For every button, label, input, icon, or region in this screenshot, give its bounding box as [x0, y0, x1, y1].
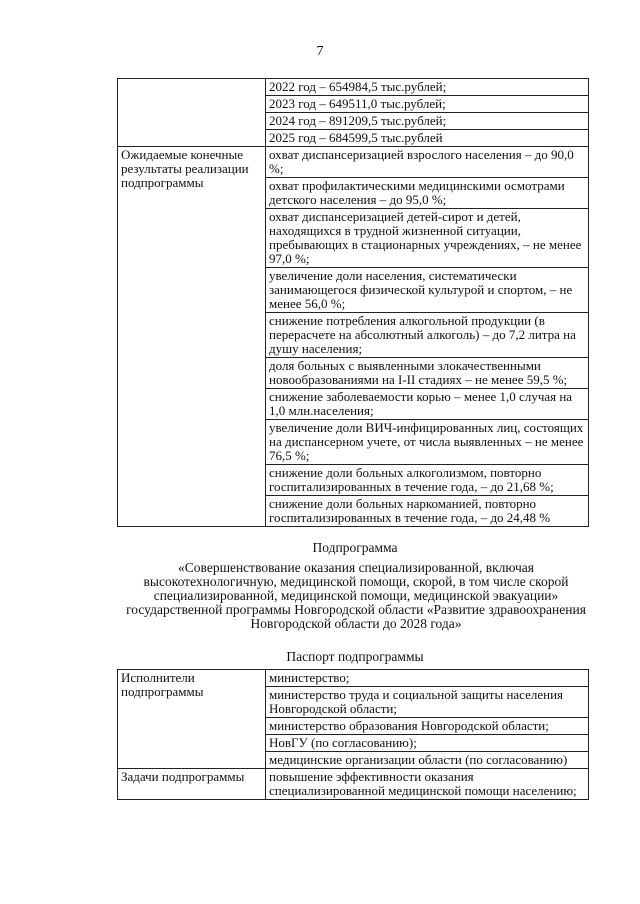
funding-line: 2024 год – 891209,5 тыс.рублей; [266, 113, 588, 130]
result-item: увеличение доли ВИЧ-инфицированных лиц, состоящих на диспансерном учете, от числа выявленных – не менее 76,5 %; [266, 420, 588, 465]
page-number: 7 [316, 44, 324, 59]
result-item: доля больных с выявленными злокачественными новообразованиями на I-II стадиях – не менее 59,5 %; [266, 358, 588, 389]
funding-cell [266, 79, 589, 147]
results-cell [266, 147, 589, 527]
executors-cell [266, 670, 589, 769]
result-item: увеличение доли населения, систематически занимающегося физической культурой и спортом, – не менее 56,0 %; [266, 268, 588, 313]
tasks-label: Задачи подпрограммы [118, 769, 266, 800]
task-item: повышение эффективности оказания специализированной медицинской помощи населению; [269, 769, 577, 798]
executor-item: министерство образования Новгородской области; [266, 718, 588, 735]
result-item: снижение заболеваемости корью – менее 1,0 случая на 1,0 млн.населения; [266, 389, 588, 420]
executor-item: министерство труда и социальной защиты населения Новгородской области; [266, 687, 588, 718]
funding-line: 2023 год – 649511,0 тыс.рублей; [266, 96, 588, 113]
result-item: снижение доли больных алкоголизмом, повторно госпитализированных в течение года, – до 21,68 %; [266, 465, 588, 496]
results-label: Ожидаемые конечные результаты реализации подпрограммы [118, 147, 266, 527]
executor-item: медицинские организации области (по согласованию) [269, 752, 568, 767]
subprogram-heading: Подпрограмма [312, 540, 398, 555]
table-row [118, 79, 589, 147]
executor-item: НовГУ (по согласованию); [266, 735, 588, 752]
subprogram-title: «Совершенствование оказания специализированной, включая высокотехнологичную, медицинской помощи, скорой, в том числе скорой специализированной, медицинской помощи, медицинской эвакуации» государственной программы Новгородской области «Развитие здравоохранения Новгородской области до 2028 года» [126, 560, 586, 631]
table-row [118, 769, 589, 800]
passport-table-continued [117, 78, 589, 527]
table-row [118, 670, 589, 769]
table-row [118, 147, 589, 527]
executors-label: Исполнители подпрограммы [118, 670, 266, 769]
executor-item: министерство; [266, 670, 588, 687]
table-cell-empty [118, 79, 266, 147]
funding-line: 2022 год – 654984,5 тыс.рублей; [266, 79, 588, 96]
result-item: снижение потребления алкогольной продукции (в перерасчете на абсолютный алкоголь) – до 7,2 литра на душу населения; [266, 313, 588, 358]
result-item: снижение доли больных наркоманией, повторно госпитализированных в течение года, – до 24,48 % [269, 496, 551, 525]
result-item: охват профилактическими медицинскими осмотрами детского населения – до 95,0 %; [266, 178, 588, 209]
passport-table [117, 669, 589, 800]
funding-line: 2025 год – 684599,5 тыс.рублей [269, 130, 443, 145]
tasks-cell [266, 769, 589, 800]
result-item: охват диспансеризацией детей-сирот и детей, находящихся в трудной жизненной ситуации, пребывающих в стационарных учреждениях, – не менее 97,0 %; [266, 209, 588, 268]
result-item: охват диспансеризацией взрослого населения – до 90,0 %; [266, 147, 588, 178]
passport-heading: Паспорт подпрограммы [286, 649, 424, 664]
